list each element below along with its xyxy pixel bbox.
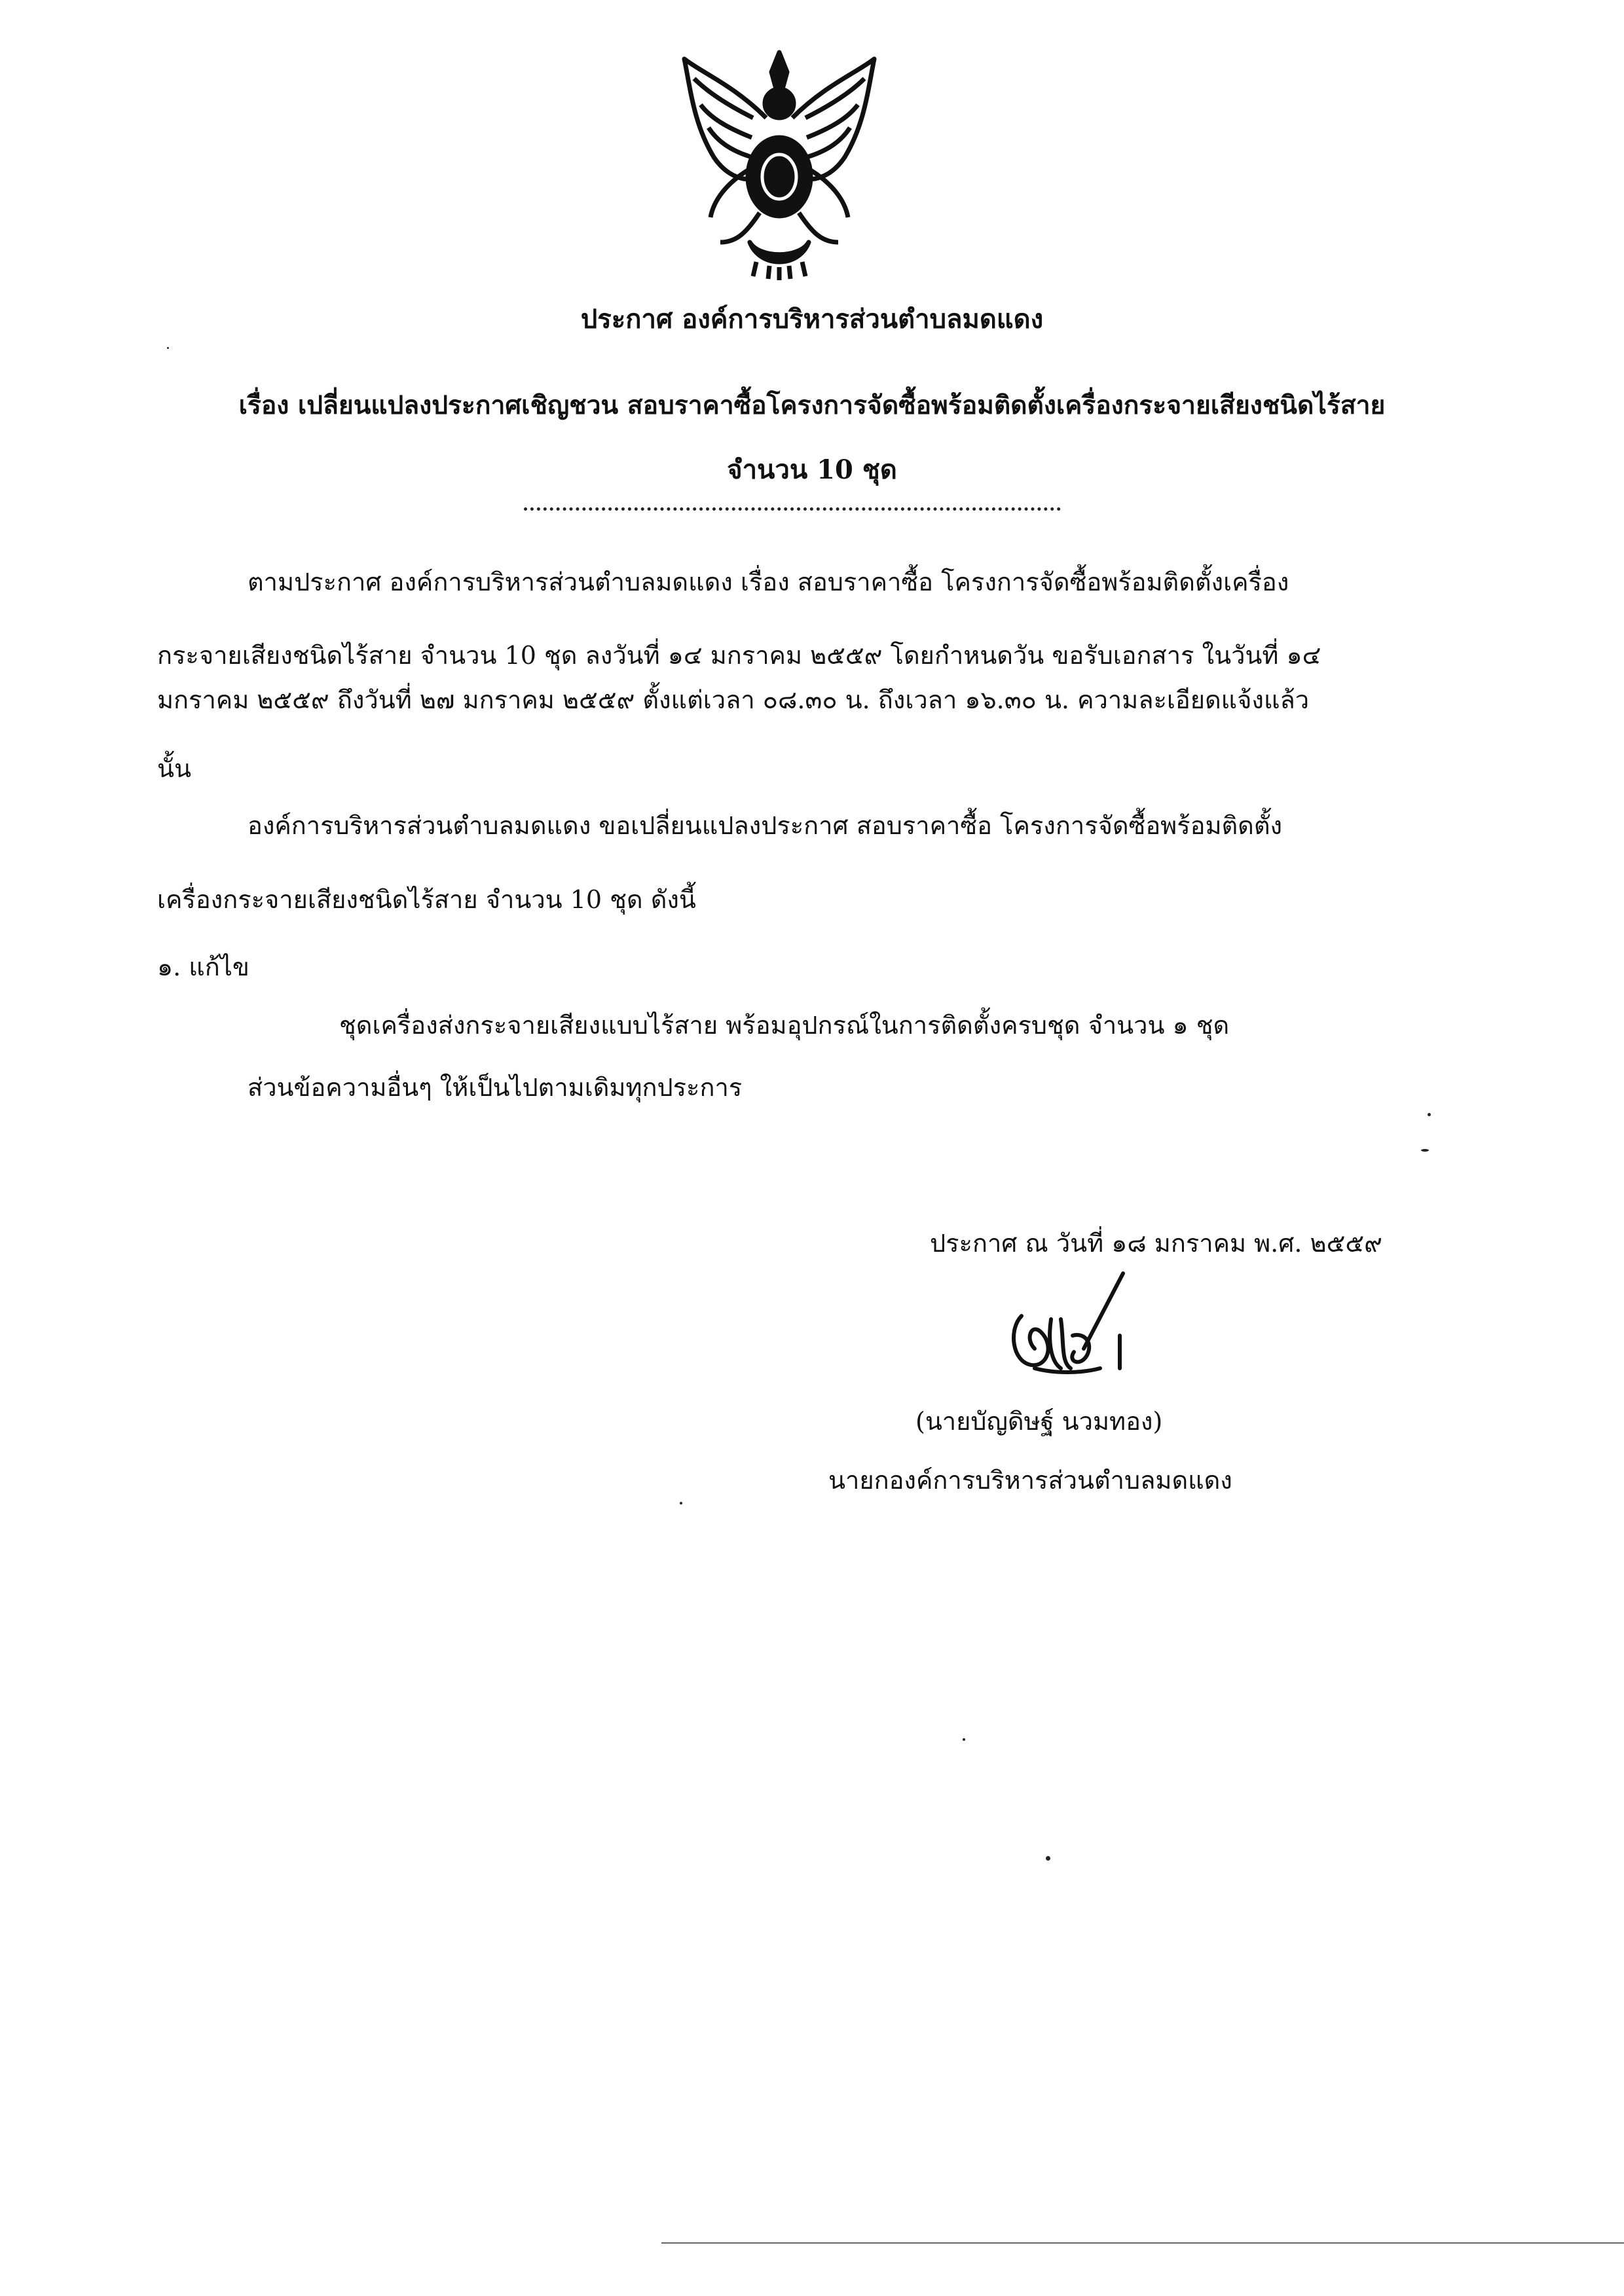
scan-speck	[1421, 1149, 1429, 1152]
handwritten-signature	[995, 1270, 1153, 1394]
paragraph2-line2: เครื่องกระจายเสียงชนิดไร้สาย จำนวน 10 ชุด ดังนี้	[157, 885, 696, 914]
date-line: ประกาศ ณ วันที่ ๑๘ มกราคม พ.ศ. ๒๕๕๙	[930, 1229, 1382, 1258]
paragraph2-line1: องค์การบริหารส่วนตำบลมดแดง ขอเปลี่ยนแปลงประกาศ สอบราคาซื้อ โครงการจัดซื้อพร้อมติดตั้ง	[248, 811, 1283, 840]
footer-scan-rule	[661, 2242, 1624, 2244]
paragraph1-line4: นั้น	[157, 754, 191, 783]
paragraph1-line1: ตามประกาศ องค์การบริหารส่วนตำบลมดแดง เรื่อง สอบราคาซื้อ โครงการจัดซื้อพร้อมติดตั้งเครื่อง	[248, 568, 1289, 596]
closing-text: ส่วนข้อความอื่นๆ ให้เป็นไปตามเดิมทุกประการ	[248, 1073, 743, 1102]
scan-speck	[963, 1738, 965, 1741]
garuda-emblem	[674, 46, 884, 282]
item1-heading: ๑. แก้ไข	[157, 953, 249, 981]
scan-speck	[1046, 1856, 1050, 1861]
subject-count: จำนวน 10 ชุด	[727, 454, 897, 485]
item1-text: ชุดเครื่องส่งกระจายเสียงแบบไร้สาย พร้อมอุปกรณ์ในการติดตั้งครบชุด จำนวน ๑ ชุด	[339, 1011, 1230, 1040]
scan-speck	[1428, 1113, 1431, 1116]
scan-speck	[167, 347, 169, 349]
signer-position: นายกองค์การบริหารส่วนตำบลมดแดง	[828, 1466, 1232, 1495]
scan-speck	[680, 1502, 682, 1504]
paragraph1-line3: มกราคม ๒๕๕๙ ถึงวันที่ ๒๗ มกราคม ๒๕๕๙ ตั้งแต่เวลา ๐๘.๓๐ น. ถึงเวลา ๑๖.๓๐ น. ความละเอียดแจ้งแล้ว	[157, 685, 1310, 714]
signer-name: (นายบัญดิษฐ์ นวมทอง)	[915, 1407, 1163, 1436]
announcement-subject: เรื่อง เปลี่ยนแปลงประกาศเชิญชวน สอบราคาซื้อโครงการจัดซื้อพร้อมติดตั้งเครื่องกระจายเสียงชนิดไร้สาย	[238, 390, 1386, 420]
announcement-title: ประกาศ องค์การบริหารส่วนตำบลมดแดง	[580, 304, 1044, 335]
paragraph1-line2: กระจายเสียงชนิดไร้สาย จำนวน 10 ชุด ลงวันที่ ๑๔ มกราคม ๒๕๕๙ โดยกำหนดวัน ขอรับเอกสาร ในวันที่ ๑๔	[157, 641, 1321, 670]
dotted-divider	[524, 507, 1061, 511]
